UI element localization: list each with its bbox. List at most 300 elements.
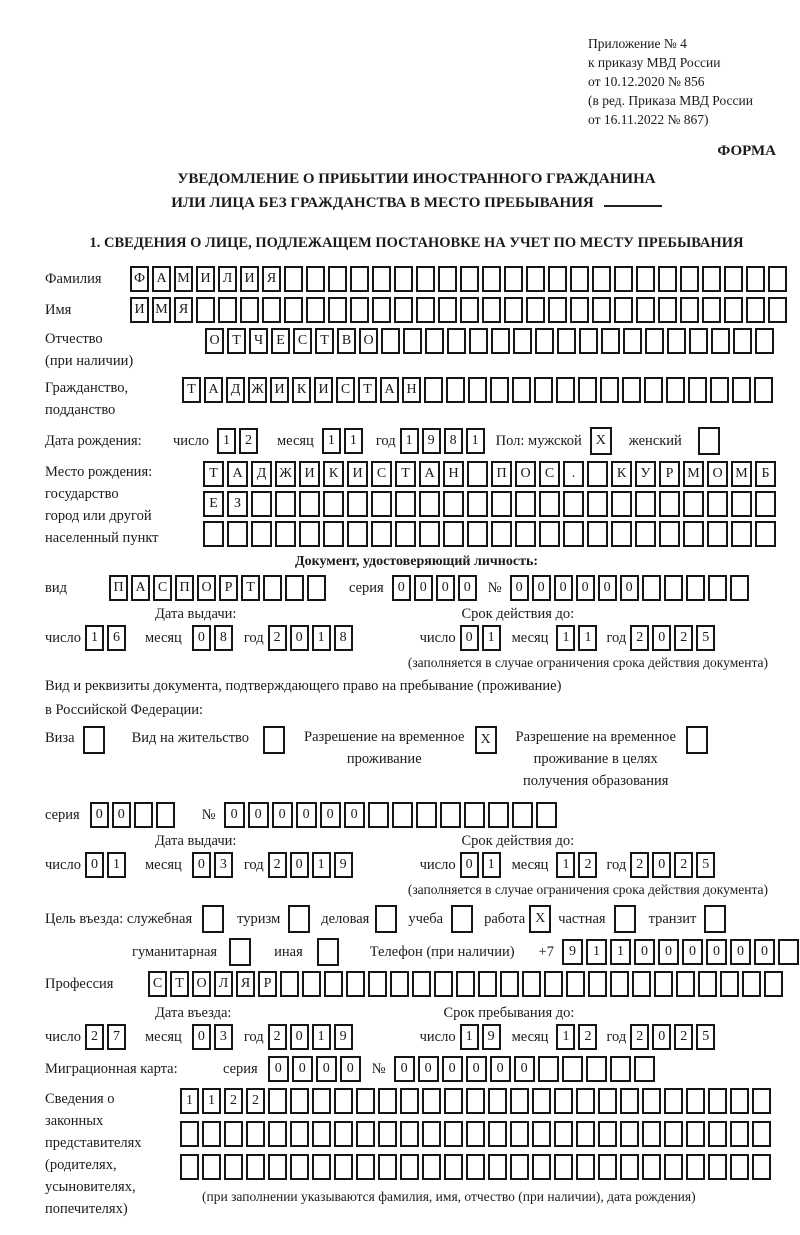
form-cell[interactable]	[632, 971, 651, 997]
form-cell[interactable]	[730, 1121, 749, 1147]
form-cell[interactable]	[513, 328, 532, 354]
form-cell[interactable]	[562, 1056, 583, 1082]
form-cell[interactable]	[395, 521, 416, 547]
form-cell[interactable]: 1	[466, 428, 485, 454]
form-cell[interactable]	[683, 521, 704, 547]
form-cell[interactable]: Я	[262, 266, 281, 292]
form-cell[interactable]: 0	[112, 802, 131, 828]
form-cell[interactable]	[686, 1121, 705, 1147]
form-cell[interactable]	[708, 1154, 727, 1180]
form-cell[interactable]	[394, 266, 413, 292]
form-cell[interactable]	[416, 802, 437, 828]
entry-month[interactable]	[192, 1024, 236, 1050]
form-cell[interactable]	[636, 266, 655, 292]
form-cell[interactable]	[566, 971, 585, 997]
form-cell[interactable]	[323, 491, 344, 517]
form-cell[interactable]: 0	[340, 1056, 361, 1082]
form-cell[interactable]: 2	[674, 852, 693, 878]
form-cell[interactable]	[334, 1088, 353, 1114]
form-cell[interactable]: 5	[696, 1024, 715, 1050]
form-cell[interactable]	[180, 1121, 199, 1147]
form-cell[interactable]: И	[314, 377, 333, 403]
form-cell[interactable]	[752, 1088, 771, 1114]
form-cell[interactable]	[460, 266, 479, 292]
phone-boxes[interactable]	[562, 939, 800, 965]
form-cell[interactable]	[666, 377, 685, 403]
form-cell[interactable]	[746, 266, 765, 292]
form-cell[interactable]	[642, 575, 661, 601]
form-cell[interactable]	[466, 1154, 485, 1180]
form-cell[interactable]: 8	[214, 625, 233, 651]
form-cell[interactable]	[504, 297, 523, 323]
form-cell[interactable]: Т	[227, 328, 246, 354]
form-cell[interactable]: Л	[218, 266, 237, 292]
form-cell[interactable]	[356, 1088, 375, 1114]
form-cell[interactable]: 0	[292, 1056, 313, 1082]
form-cell[interactable]: К	[323, 461, 344, 487]
form-cell[interactable]	[328, 266, 347, 292]
form-cell[interactable]: 0	[682, 939, 703, 965]
form-cell[interactable]: 1	[312, 852, 331, 878]
form-cell[interactable]	[635, 521, 656, 547]
rvp-checkbox[interactable]: X	[475, 726, 497, 754]
form-cell[interactable]	[768, 297, 787, 323]
purpose-tranzit-checkbox[interactable]	[704, 905, 726, 933]
female-checkbox[interactable]	[698, 427, 720, 455]
form-cell[interactable]	[490, 377, 509, 403]
form-cell[interactable]: 0	[290, 1024, 309, 1050]
form-cell[interactable]	[570, 297, 589, 323]
form-cell[interactable]: О	[515, 461, 536, 487]
form-cell[interactable]: М	[152, 297, 171, 323]
form-cell[interactable]	[302, 971, 321, 997]
form-cell[interactable]: 2	[268, 852, 287, 878]
form-cell[interactable]: О	[197, 575, 216, 601]
patronymic-boxes[interactable]	[205, 328, 777, 354]
form-cell[interactable]: 0	[192, 852, 211, 878]
profession-boxes[interactable]	[148, 971, 786, 997]
form-cell[interactable]: С	[293, 328, 312, 354]
form-cell[interactable]	[306, 297, 325, 323]
form-cell[interactable]: 0	[652, 625, 671, 651]
form-cell[interactable]: 0	[460, 625, 479, 651]
form-cell[interactable]	[554, 1121, 573, 1147]
form-cell[interactable]: 2	[224, 1088, 243, 1114]
form-cell[interactable]	[576, 1121, 595, 1147]
form-cell[interactable]	[702, 297, 721, 323]
form-cell[interactable]	[464, 802, 485, 828]
form-cell[interactable]	[444, 1121, 463, 1147]
form-cell[interactable]	[299, 521, 320, 547]
form-cell[interactable]	[434, 971, 453, 997]
form-cell[interactable]	[400, 1154, 419, 1180]
form-cell[interactable]: 0	[394, 1056, 415, 1082]
residence-issue-month[interactable]	[192, 852, 236, 878]
form-cell[interactable]: 0	[224, 802, 245, 828]
form-cell[interactable]: Ж	[275, 461, 296, 487]
form-cell[interactable]	[491, 521, 512, 547]
form-cell[interactable]: 0	[514, 1056, 535, 1082]
form-cell[interactable]	[443, 521, 464, 547]
form-cell[interactable]	[548, 297, 567, 323]
form-cell[interactable]: С	[336, 377, 355, 403]
form-cell[interactable]: 2	[246, 1088, 265, 1114]
form-cell[interactable]	[290, 1088, 309, 1114]
form-cell[interactable]	[587, 461, 608, 487]
form-cell[interactable]	[416, 297, 435, 323]
form-cell[interactable]	[299, 491, 320, 517]
form-cell[interactable]: 2	[578, 852, 597, 878]
form-cell[interactable]: 0	[85, 852, 104, 878]
form-cell[interactable]: 1	[202, 1088, 221, 1114]
form-cell[interactable]	[598, 1121, 617, 1147]
form-cell[interactable]	[290, 1154, 309, 1180]
form-cell[interactable]: 0	[392, 575, 411, 601]
form-cell[interactable]	[620, 1154, 639, 1180]
form-cell[interactable]	[730, 1154, 749, 1180]
entry-day[interactable]	[85, 1024, 129, 1050]
form-cell[interactable]	[768, 266, 787, 292]
form-cell[interactable]	[196, 297, 215, 323]
form-cell[interactable]	[535, 328, 554, 354]
form-cell[interactable]	[732, 377, 751, 403]
purpose-delovaya-checkbox[interactable]	[375, 905, 397, 933]
form-cell[interactable]	[488, 1154, 507, 1180]
form-cell[interactable]	[755, 491, 776, 517]
form-cell[interactable]: И	[299, 461, 320, 487]
form-cell[interactable]	[510, 1154, 529, 1180]
citizenship-boxes[interactable]	[182, 377, 776, 403]
form-cell[interactable]: Д	[226, 377, 245, 403]
form-cell[interactable]: 0	[320, 802, 341, 828]
form-cell[interactable]	[350, 266, 369, 292]
form-cell[interactable]	[539, 521, 560, 547]
form-cell[interactable]: 9	[422, 428, 441, 454]
form-cell[interactable]: И	[130, 297, 149, 323]
form-cell[interactable]	[688, 377, 707, 403]
form-cell[interactable]	[664, 1121, 683, 1147]
form-cell[interactable]	[218, 297, 237, 323]
form-cell[interactable]	[686, 1088, 705, 1114]
form-cell[interactable]	[579, 328, 598, 354]
form-cell[interactable]: .	[563, 461, 584, 487]
form-cell[interactable]: Ф	[130, 266, 149, 292]
form-cell[interactable]	[522, 971, 541, 997]
form-cell[interactable]	[538, 1056, 559, 1082]
form-cell[interactable]	[710, 377, 729, 403]
form-cell[interactable]	[683, 491, 704, 517]
form-cell[interactable]	[536, 802, 557, 828]
form-cell[interactable]	[371, 491, 392, 517]
form-cell[interactable]: 0	[460, 852, 479, 878]
form-cell[interactable]: 1	[482, 625, 501, 651]
identity-issue-month[interactable]	[192, 625, 236, 651]
form-cell[interactable]	[724, 266, 743, 292]
form-cell[interactable]	[598, 1154, 617, 1180]
form-cell[interactable]	[444, 1154, 463, 1180]
form-cell[interactable]: П	[109, 575, 128, 601]
purpose-chastnaya-checkbox[interactable]	[614, 905, 636, 933]
form-cell[interactable]	[246, 1121, 265, 1147]
form-cell[interactable]	[156, 802, 175, 828]
rvp-edu-checkbox[interactable]	[686, 726, 708, 754]
form-cell[interactable]	[680, 297, 699, 323]
form-cell[interactable]	[658, 266, 677, 292]
form-cell[interactable]	[588, 971, 607, 997]
form-cell[interactable]	[634, 1056, 655, 1082]
form-cell[interactable]: 0	[706, 939, 727, 965]
form-cell[interactable]: А	[152, 266, 171, 292]
form-cell[interactable]	[280, 971, 299, 997]
form-cell[interactable]	[482, 297, 501, 323]
form-cell[interactable]: 0	[466, 1056, 487, 1082]
form-cell[interactable]: 3	[214, 1024, 233, 1050]
form-cell[interactable]	[350, 297, 369, 323]
form-cell[interactable]	[456, 971, 475, 997]
form-cell[interactable]	[708, 1088, 727, 1114]
form-cell[interactable]: Е	[203, 491, 224, 517]
form-cell[interactable]: Т	[358, 377, 377, 403]
form-cell[interactable]	[395, 491, 416, 517]
form-cell[interactable]	[730, 575, 749, 601]
form-cell[interactable]: Б	[755, 461, 776, 487]
form-cell[interactable]	[707, 491, 728, 517]
form-cell[interactable]	[134, 802, 153, 828]
form-cell[interactable]: 3	[214, 852, 233, 878]
form-cell[interactable]	[328, 297, 347, 323]
form-cell[interactable]: 0	[634, 939, 655, 965]
form-cell[interactable]: Р	[659, 461, 680, 487]
identity-expiry-day[interactable]	[460, 625, 504, 651]
form-cell[interactable]: Н	[443, 461, 464, 487]
form-cell[interactable]: 9	[334, 852, 353, 878]
form-cell[interactable]: А	[131, 575, 150, 601]
form-cell[interactable]: А	[380, 377, 399, 403]
form-cell[interactable]	[403, 328, 422, 354]
residence-nomer-boxes[interactable]	[224, 802, 560, 828]
form-cell[interactable]: 0	[290, 625, 309, 651]
form-cell[interactable]	[664, 1088, 683, 1114]
form-cell[interactable]: П	[491, 461, 512, 487]
form-cell[interactable]	[307, 575, 326, 601]
form-cell[interactable]: 1	[556, 852, 575, 878]
form-cell[interactable]	[447, 328, 466, 354]
form-cell[interactable]: 2	[239, 428, 258, 454]
form-cell[interactable]	[312, 1121, 331, 1147]
form-cell[interactable]: 9	[482, 1024, 501, 1050]
form-cell[interactable]	[466, 1088, 485, 1114]
purpose-turizm-checkbox[interactable]	[288, 905, 310, 933]
form-cell[interactable]: 2	[268, 625, 287, 651]
entry-year[interactable]	[268, 1024, 356, 1050]
representatives-row1-boxes[interactable]	[180, 1088, 774, 1114]
form-cell[interactable]	[526, 266, 545, 292]
form-cell[interactable]: 2	[674, 625, 693, 651]
form-cell[interactable]: Т	[182, 377, 201, 403]
form-cell[interactable]	[746, 297, 765, 323]
form-cell[interactable]	[532, 1154, 551, 1180]
form-cell[interactable]	[534, 377, 553, 403]
form-cell[interactable]	[755, 521, 776, 547]
form-cell[interactable]: Д	[251, 461, 272, 487]
birth-place-row2-boxes[interactable]	[203, 491, 779, 517]
form-cell[interactable]: М	[731, 461, 752, 487]
form-cell[interactable]	[622, 377, 641, 403]
stay-month[interactable]	[556, 1024, 600, 1050]
form-cell[interactable]	[306, 266, 325, 292]
form-cell[interactable]	[742, 971, 761, 997]
form-cell[interactable]: И	[270, 377, 289, 403]
form-cell[interactable]: 0	[90, 802, 109, 828]
form-cell[interactable]: 0	[442, 1056, 463, 1082]
form-cell[interactable]	[460, 297, 479, 323]
form-cell[interactable]	[285, 575, 304, 601]
form-cell[interactable]: 1	[107, 852, 126, 878]
form-cell[interactable]: Т	[241, 575, 260, 601]
form-cell[interactable]: 0	[414, 575, 433, 601]
form-cell[interactable]	[422, 1154, 441, 1180]
form-cell[interactable]	[284, 266, 303, 292]
form-cell[interactable]	[664, 575, 683, 601]
form-cell[interactable]	[707, 521, 728, 547]
form-cell[interactable]: 0	[490, 1056, 511, 1082]
form-cell[interactable]: 0	[418, 1056, 439, 1082]
identity-issue-year[interactable]	[268, 625, 356, 651]
representatives-row2-boxes[interactable]	[180, 1121, 774, 1147]
form-cell[interactable]: 0	[248, 802, 269, 828]
form-cell[interactable]	[667, 328, 686, 354]
form-cell[interactable]	[491, 491, 512, 517]
form-cell[interactable]	[381, 328, 400, 354]
form-cell[interactable]	[578, 377, 597, 403]
form-cell[interactable]	[708, 1121, 727, 1147]
form-cell[interactable]: 0	[192, 1024, 211, 1050]
form-cell[interactable]	[610, 1056, 631, 1082]
form-cell[interactable]	[570, 266, 589, 292]
form-cell[interactable]: И	[240, 266, 259, 292]
form-cell[interactable]	[620, 1121, 639, 1147]
form-cell[interactable]	[262, 297, 281, 323]
form-cell[interactable]	[554, 1154, 573, 1180]
form-cell[interactable]	[635, 491, 656, 517]
form-cell[interactable]: М	[683, 461, 704, 487]
form-cell[interactable]	[642, 1121, 661, 1147]
form-cell[interactable]	[438, 266, 457, 292]
form-cell[interactable]	[444, 1088, 463, 1114]
purpose-ucheba-checkbox[interactable]	[451, 905, 473, 933]
form-cell[interactable]	[419, 521, 440, 547]
form-cell[interactable]	[614, 266, 633, 292]
form-cell[interactable]: Е	[271, 328, 290, 354]
identity-expiry-month[interactable]	[556, 625, 600, 651]
form-cell[interactable]	[346, 971, 365, 997]
form-cell[interactable]: С	[153, 575, 172, 601]
form-cell[interactable]	[400, 1088, 419, 1114]
form-cell[interactable]: 1	[312, 1024, 331, 1050]
form-cell[interactable]	[469, 328, 488, 354]
birth-place-row1-boxes[interactable]	[203, 461, 779, 487]
form-cell[interactable]	[664, 1154, 683, 1180]
form-cell[interactable]	[443, 491, 464, 517]
purpose-gumanitarnaya-checkbox[interactable]	[229, 938, 251, 966]
form-cell[interactable]: 0	[344, 802, 365, 828]
form-cell[interactable]: 2	[630, 1024, 649, 1050]
form-cell[interactable]: 2	[630, 625, 649, 651]
form-cell[interactable]	[576, 1088, 595, 1114]
identity-nomer-boxes[interactable]	[510, 575, 752, 601]
form-cell[interactable]: В	[337, 328, 356, 354]
form-cell[interactable]	[488, 802, 509, 828]
form-cell[interactable]: 2	[85, 1024, 104, 1050]
form-cell[interactable]: 1	[312, 625, 331, 651]
form-cell[interactable]	[601, 328, 620, 354]
form-cell[interactable]	[419, 491, 440, 517]
form-cell[interactable]	[500, 971, 519, 997]
form-cell[interactable]	[290, 1121, 309, 1147]
form-cell[interactable]	[392, 802, 413, 828]
form-cell[interactable]	[482, 266, 501, 292]
form-cell[interactable]	[620, 1088, 639, 1114]
form-cell[interactable]	[378, 1121, 397, 1147]
form-cell[interactable]: О	[359, 328, 378, 354]
form-cell[interactable]	[556, 377, 575, 403]
form-cell[interactable]	[658, 297, 677, 323]
form-cell[interactable]	[623, 328, 642, 354]
form-cell[interactable]: К	[611, 461, 632, 487]
form-cell[interactable]: 1	[180, 1088, 199, 1114]
form-cell[interactable]	[246, 1154, 265, 1180]
residence-issue-year[interactable]	[268, 852, 356, 878]
form-cell[interactable]	[347, 491, 368, 517]
form-cell[interactable]	[645, 328, 664, 354]
form-cell[interactable]: Я	[174, 297, 193, 323]
form-cell[interactable]	[680, 266, 699, 292]
stay-year[interactable]	[630, 1024, 718, 1050]
purpose-rabota-checkbox[interactable]: X	[529, 905, 551, 933]
form-cell[interactable]	[227, 521, 248, 547]
visa-checkbox[interactable]	[83, 726, 105, 754]
residence-expiry-day[interactable]	[460, 852, 504, 878]
identity-issue-day[interactable]	[85, 625, 129, 651]
form-cell[interactable]	[284, 297, 303, 323]
form-cell[interactable]: 7	[107, 1024, 126, 1050]
form-cell[interactable]	[752, 1154, 771, 1180]
form-cell[interactable]	[180, 1154, 199, 1180]
form-cell[interactable]	[708, 575, 727, 601]
identity-vid-boxes[interactable]	[109, 575, 329, 601]
form-cell[interactable]	[378, 1154, 397, 1180]
form-cell[interactable]: Т	[203, 461, 224, 487]
form-cell[interactable]	[548, 266, 567, 292]
form-cell[interactable]	[586, 1056, 607, 1082]
form-cell[interactable]	[689, 328, 708, 354]
form-cell[interactable]: 1	[578, 625, 597, 651]
form-cell[interactable]: 0	[576, 575, 595, 601]
vnj-checkbox[interactable]	[263, 726, 285, 754]
form-cell[interactable]	[764, 971, 783, 997]
form-cell[interactable]: Т	[395, 461, 416, 487]
birth-day-boxes[interactable]	[217, 428, 261, 454]
form-cell[interactable]	[755, 328, 774, 354]
form-cell[interactable]	[754, 377, 773, 403]
form-cell[interactable]: 0	[652, 852, 671, 878]
form-cell[interactable]	[720, 971, 739, 997]
form-cell[interactable]: О	[205, 328, 224, 354]
form-cell[interactable]	[438, 297, 457, 323]
form-cell[interactable]: 1	[586, 939, 607, 965]
form-cell[interactable]	[390, 971, 409, 997]
form-cell[interactable]	[592, 266, 611, 292]
